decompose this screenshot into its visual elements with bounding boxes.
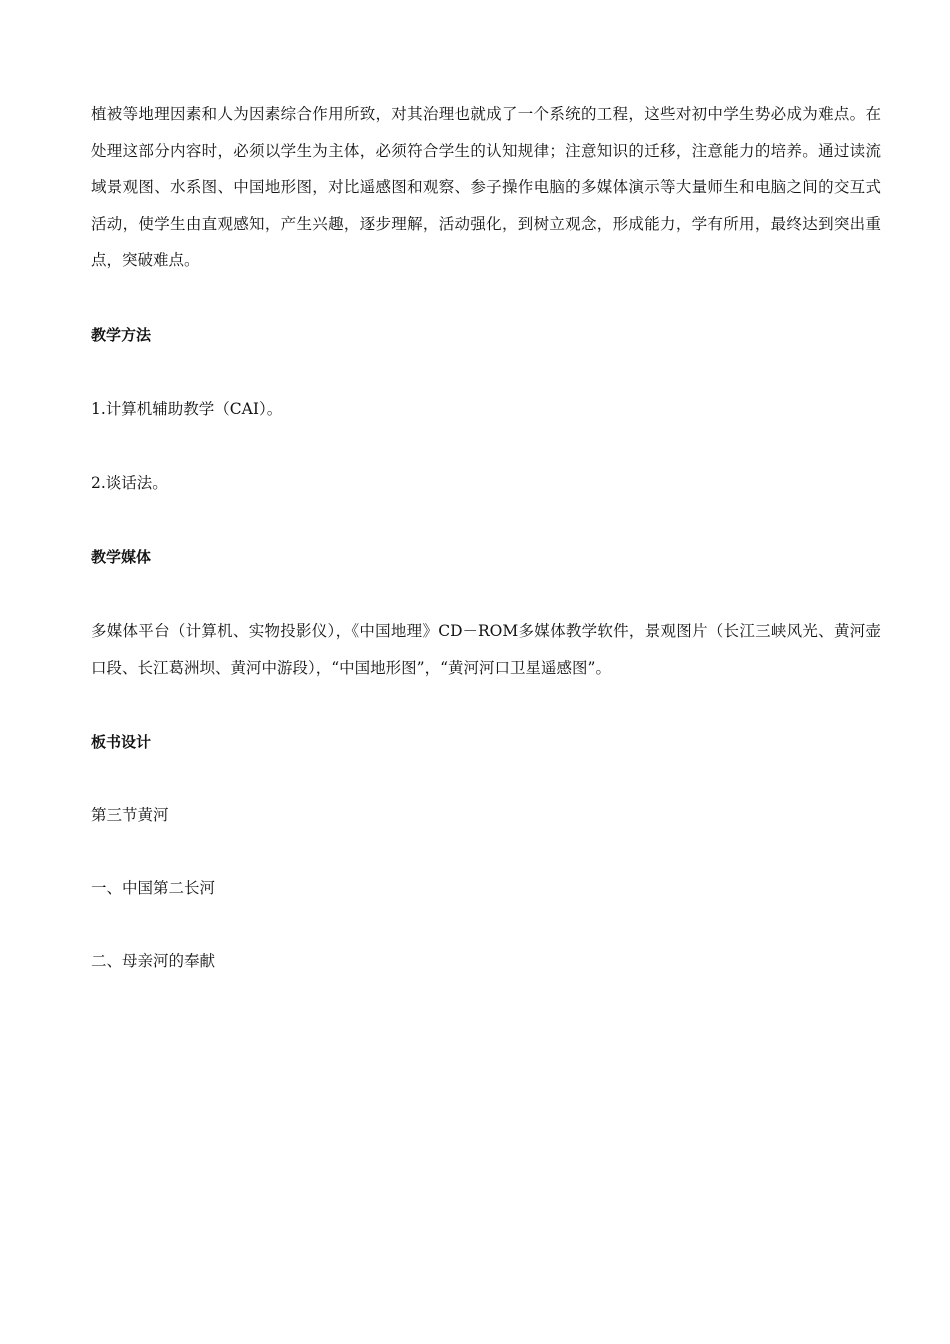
board-heading: 板书设计	[91, 733, 152, 752]
media-paragraph: 多媒体平台（计算机、实物投影仪），《中国地理》CD－ROM多媒体教学软件，景观图片（长江三峡风光、黄河壶口段、长江葛洲坝、黄河中游段），“中国地形图”，“黄河河口卫星遥感图”。	[91, 621, 881, 677]
methods-item: 1.计算机辅助教学（CAI）。	[91, 399, 283, 418]
intro-paragraph: 植被等地理因素和人为因素综合作用所致，对其治理也就成了一个系统的工程，这些对初中学生势必成为难点。在处理这部分内容时，必须以学生为主体，必须符合学生的认知规律；注意知识的迁移，注意能力的培养。通过读流域景观图、水系图、中国地形图，对比遥感图和观察、参子操作电脑的多媒体演示等大量师生和电脑之间的交互式活动，使学生由直观感知，产生兴趣，逐步理解，活动强化，到树立观念，形成能力，学有所用，最终达到突出重点，突破难点。	[91, 105, 881, 270]
board-item: 一、中国第二长河	[91, 879, 216, 898]
media-heading: 教学媒体	[91, 547, 152, 566]
document-page	[91, 96, 881, 979]
board-item: 二、母亲河的奉献	[91, 952, 216, 971]
board-title: 第三节黄河	[91, 806, 169, 825]
methods-item: 2.谈话法。	[91, 473, 168, 492]
methods-heading: 教学方法	[91, 325, 152, 344]
